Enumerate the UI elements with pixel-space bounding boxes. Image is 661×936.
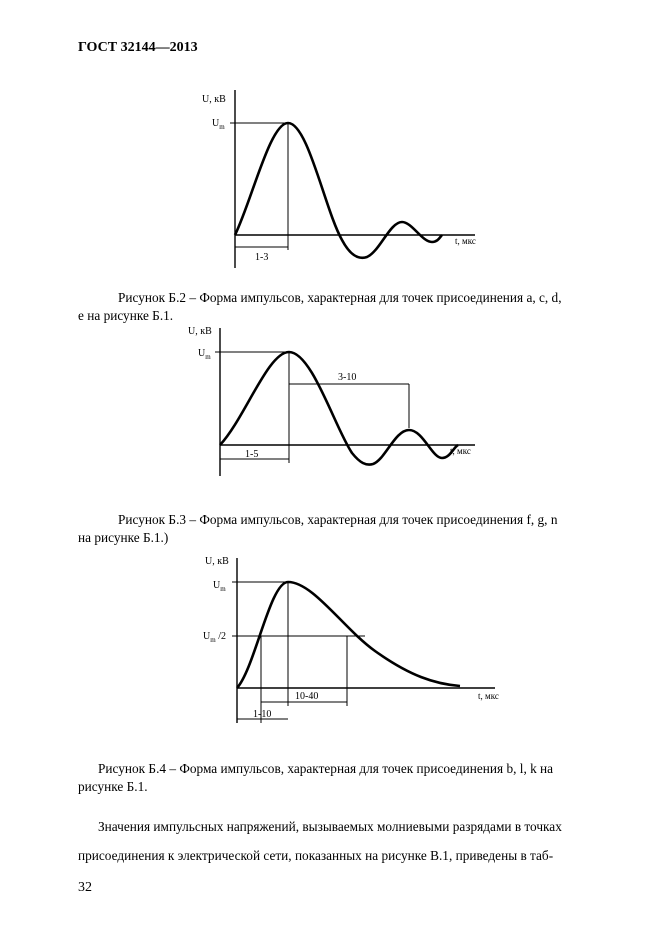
page-number: 32 [78,880,92,895]
document-header: ГОСТ 32144—2013 [78,40,198,55]
figure-b3-caption: Рисунок Б.3 – Форма импульсов, характерная для точек присоединения f, g, n на рисунке Б.1.) [78,512,558,545]
body-paragraph: Значения импульсных напряжений, вызываемых молниевыми разрядами в точках присоединения к электрической сети, показанных на рисунке В.1, приведены в таб- [78,819,562,863]
figure-b3-dim1-label: 1-5 [245,449,259,460]
figure-b4-peak-label: $U_m$ [213,580,226,593]
figure-b3-y-label: U, кВ [188,326,212,337]
figure-b2-plot [190,80,490,275]
figure-b4-x-label: t, мкс [478,691,499,701]
figure-b2-peak-label: $U_m$ [212,118,225,131]
figure-b4-caption: Рисунок Б.4 – Форма импульсов, характерная для точек присоединения b, l, k на рисунке Б.1. [78,761,554,794]
figure-b4-half-label: $U_m$ /2 [203,631,226,644]
figure-b2-y-label: U, кВ [202,94,226,105]
figure-b3-peak-label: $U_m$ [198,348,211,361]
figure-b3-dim2-label: 3-10 [338,372,357,383]
figure-b3-plot [180,318,500,478]
figure-b3-x-label: t, мкс [450,446,471,456]
figure-b4-y-label: U, кВ [205,556,229,567]
figure-b4-plot [195,548,515,728]
figure-b2-x-label: t, мкс [455,236,476,246]
figure-b2-caption: Рисунок Б.2 – Форма импульсов, характерная для точек присоединения a, c, d, e на рисунке Б.1. [78,290,562,323]
figure-b2-dim-label: 1-3 [255,252,269,263]
figure-b4-dim1-label: 10-40 [295,691,319,702]
figure-b4-dim2-label: 1-10 [253,709,272,720]
